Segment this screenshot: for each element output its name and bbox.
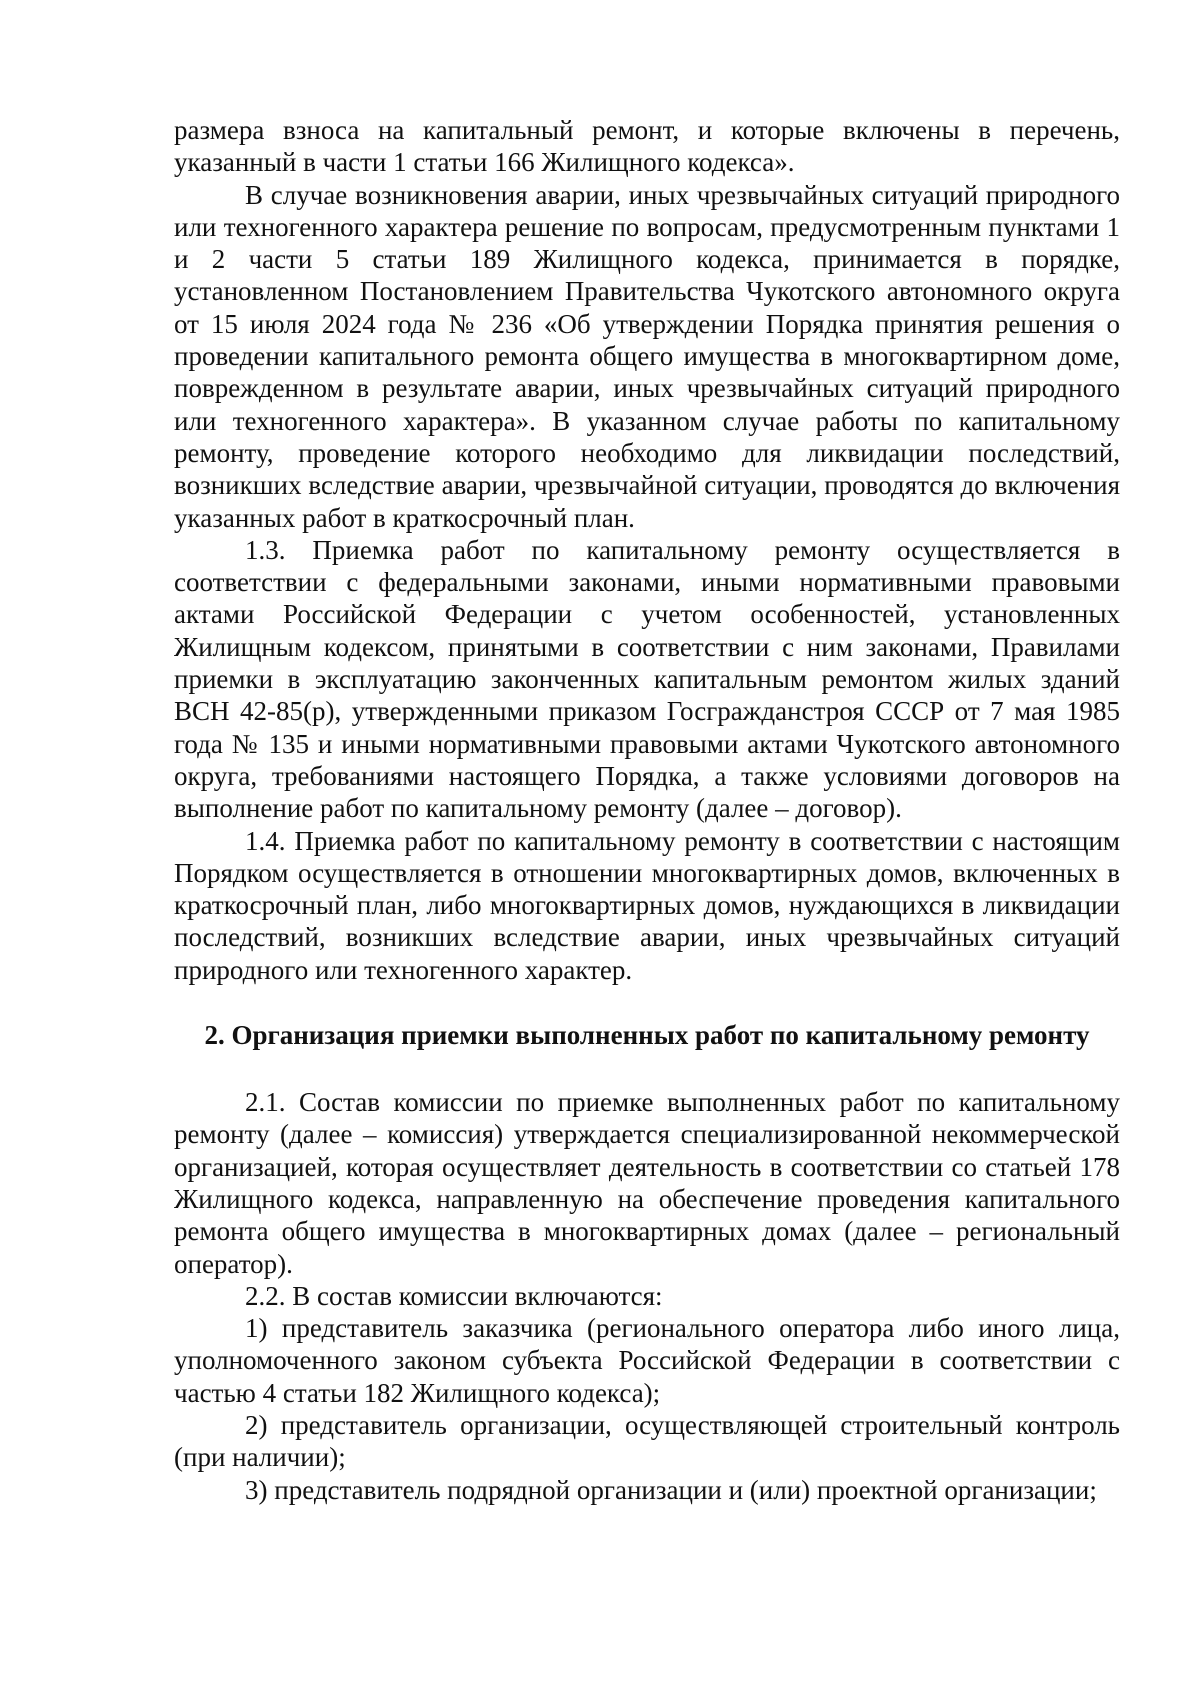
paragraph-2-2: 2.2. В состав комиссии включаются: <box>245 1280 663 1311</box>
list-item-2: 2) представитель организации, осуществляющей строительный контроль (при наличии); <box>174 1409 1120 1473</box>
document-page <box>174 114 1120 1506</box>
paragraph-emergency-case: В случае возникновения аварии, иных чрезвычайных ситуаций природного или техногенного характера решение по вопросам, предусмотренным пунктами 1 и 2 части 5 статьи 189 Жилищного кодекса, принимается в порядке, установленном Постановлением Правительства Чукотского автономного округа от 15 июля 2024 года № 236 «Об утверждении Порядка принятия решения о проведении капитального ремонта общего имущества в многоквартирном доме, поврежденном в результате аварии, иных чрезвычайных ситуаций природного или техногенного характера». В указанном случае работы по капитальному ремонту, проведение которого необходимо для ликвидации последствий, возникших вследствие аварии, чрезвычайной ситуации, проводятся до включения указанных работ в краткосрочный план. <box>174 179 1120 533</box>
paragraph-continuation: размера взноса на капитальный ремонт, и которые включены в перечень, указанный в части 1 статьи 166 Жилищного кодекса». <box>174 115 1120 178</box>
list-item-1: 1) представитель заказчика (регионального оператора либо иного лица, уполномоченного законом субъекта Российской Федерации в соответствии с частью 4 статьи 182 Жилищного кодекса); <box>174 1313 1120 1408</box>
list-item-3: 3) представитель подрядной организации и (или) проектной организации; <box>245 1474 1097 1505</box>
paragraph-1-4: 1.4. Приемка работ по капитальному ремонту в соответствии с настоящим Порядком осуществляется в отношении многоквартирных домов, включенных в краткосрочный план, либо многоквартирных домов, нуждающихся в ликвидации последствий, возникших вследствие аварии, иных чрезвычайных ситуаций природного или техногенного характер. <box>174 825 1120 985</box>
section-heading: 2. Организация приемки выполненных работ по капитальному ремонту <box>204 1020 1090 1051</box>
paragraph-2-1: 2.1. Состав комиссии по приемке выполненных работ по капитальному ремонту (далее – комиссия) утверждается специализированной некоммерческой организацией, которая осуществляет деятельность в соответствии со статьей 178 Жилищного кодекса, направленную на обеспечение проведения капитального ремонта общего имущества в многоквартирных домах (далее – региональный оператор). <box>174 1087 1120 1279</box>
paragraph-1-3: 1.3. Приемка работ по капитальному ремонту осуществляется в соответствии с федеральными законами, иными нормативными правовыми актами Российской Федерации с учетом особенностей, установленных Жилищным кодексом, принятыми в соответствии с ним законами, Правилами приемки в эксплуатацию законченных капитальным ремонтом жилых зданий ВСН 42-85(р), утвержденными приказом Госгражданстроя СССР от 7 мая 1985 года № 135 и иными нормативными правовыми актами Чукотского автономного округа, требованиями настоящего Порядка, а также условиями договоров на выполнение работ по капитальному ремонту (далее – договор). <box>174 534 1120 824</box>
